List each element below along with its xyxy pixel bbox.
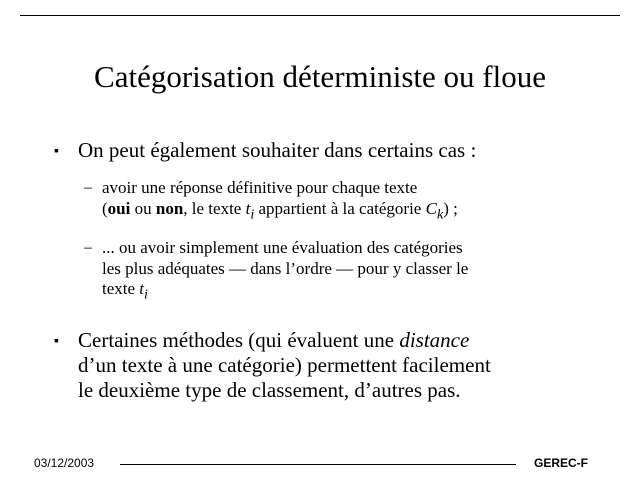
sub-item-1-line2 [102,199,602,225]
bullet-mark-2: ▪ [54,334,59,349]
bullet-2-line1 [78,328,618,353]
t-subscript-2: i [144,286,148,303]
t-subscript: i [250,205,255,222]
non-text: non [155,198,184,218]
end-text: ) ; [443,198,458,218]
distance-word: distance [399,328,470,352]
bullet-1-text: On peut également souhaiter dans certains cas : [78,138,477,162]
t-variable: t [245,198,251,218]
bullet-2-line3: le deuxième type de classement, d’autres pas. [78,378,461,402]
oui-text: oui [107,198,131,218]
footer-organization: GEREC-F [534,456,588,470]
mid2-text: appartient à la catégorie [254,198,426,218]
paren-open: ( [102,198,108,218]
sub-item-2-line3 [102,279,602,305]
top-rule [20,15,620,16]
sub-item-2-line1: ... ou avoir simplement une évaluation des catégories [102,238,463,257]
slide-title: Catégorisation déterministe ou floue [94,59,546,94]
texte-word: texte [102,279,140,298]
ou-text: ou [130,198,156,218]
c-subscript: k [436,205,444,222]
sub-item-2-line2: les plus adéquates — dans l’ordre — pour y classer le [102,258,469,278]
c-variable: C [425,198,437,218]
sub-item-1 [102,178,602,224]
sub-item-2 [102,238,602,305]
bullet-2-line2: d’un texte à une catégorie) permettent facilement [78,353,491,377]
bullet-mark-1: ▪ [54,144,59,159]
sub-dash-1: – [84,179,92,196]
t-variable-2: t [139,279,145,298]
bullet-2-pre: Certaines méthodes (qui évaluent une [78,328,400,352]
sub-dash-2: – [84,239,92,256]
footer-date: 03/12/2003 [34,456,95,470]
footer-rule [120,464,516,465]
bullet-2-text [78,328,618,403]
sub-item-1-line1: avoir une réponse définitive pour chaque texte [102,178,418,197]
mid-text: , le texte [183,198,246,218]
